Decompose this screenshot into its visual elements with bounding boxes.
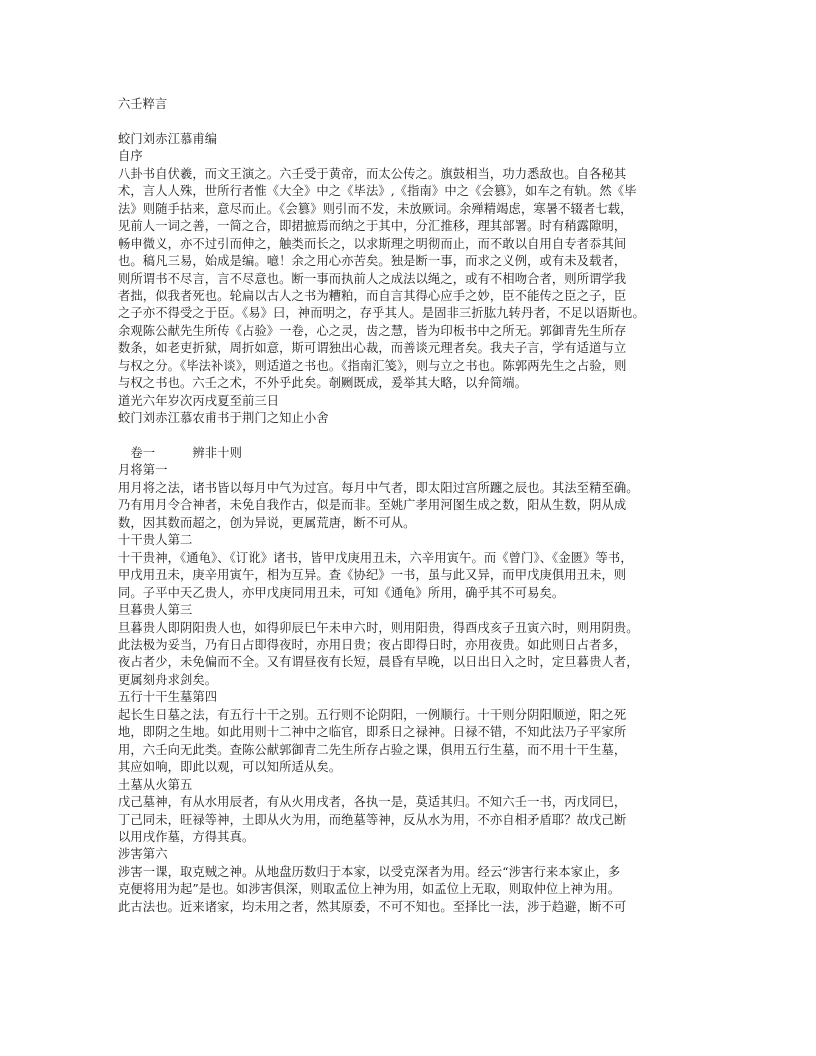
section-6-line-2: 克便将用为起”是也。如涉害俱深，则取孟位上神为用，如孟位上无取，则取仲位上神为用。 xyxy=(118,882,621,897)
section-3-line-4: 更属刻舟求剑矣。 xyxy=(118,672,218,687)
preface-line-4: 见前人一词之善，一简之合，即捃摭焉而纳之于其中，分汇推移，理其部署。时有稍露隙明， xyxy=(118,219,627,234)
preface-line-2: 术，言人人殊，世所行者惟《大全》中之《毕法》,《指南》中之《会篡》，如车之有轨。然《毕 xyxy=(118,184,637,199)
section-2-line-3: 同。子平中天乙贵人，亦甲戊庚同用丑未，可知《通龟》所用，确乎其不可易矣。 xyxy=(118,585,565,600)
preface-line-6: 也。稿凡三易，始成是编。噫！余之用心亦苦矣。独是断一事，而求之义例，或有未及载者， xyxy=(118,254,627,269)
section-2-line-2: 甲戊用丑未，庚辛用寅午，相为互异。查《协纪》一书，虽与此又异，而甲戊庚俱用丑未，则 xyxy=(118,568,627,583)
section-heading-3: 旦暮贵人第三 xyxy=(118,603,193,618)
section-6-line-1: 涉害一课，取克贼之神。从地盘历数归于本家，以受克深者为用。经云“涉害行来本家止，多 xyxy=(118,864,621,879)
preface-line-10: 余观陈公献先生所传《占验》一卷，心之灵，齿之慧，皆为印板书中之所无。郭御青先生所存 xyxy=(118,323,627,338)
section-heading-1: 月将第一 xyxy=(118,463,168,478)
section-2-line-1: 十干贵神，《通龟》、《订讹》诸书，皆甲戊庚用丑未，六辛用寅午。而《曾门》、《金匮》等书， xyxy=(118,550,633,565)
byline: 蛟门刘赤江慕甫编 xyxy=(118,131,218,146)
preface-line-5: 畅申微义，亦不过引而伸之，触类而长之，以求斯理之明彻而止，而不敢以自用自专者忝其间 xyxy=(118,236,627,251)
section-5-line-1: 戊己墓神，有从水用辰者，有从火用戌者，各执一是，莫适其归。不知六壬一书，丙戊同巳， xyxy=(118,795,627,810)
preface-date: 道光六年岁次丙戌夏至前三日 xyxy=(118,393,280,408)
volume-heading: 卷一 辨非十则 xyxy=(118,446,242,461)
preface-line-13: 与权之书也。六壬之术，不外乎此矣。剞劂既成，爰举其大略，以弁简端。 xyxy=(118,376,528,391)
section-heading-2: 十干贵人第二 xyxy=(118,533,193,548)
section-4-line-4: 其应如响，即此以观，可以知所适从矣。 xyxy=(118,760,342,775)
preface-line-3: 法》则随手拈来，意尽而止。《会篡》则引而不发，未放厥词。余殚精竭虑，寒暑不辍者七载， xyxy=(118,201,633,216)
section-6-line-3: 此古法也。近来诸家，均未用之者，然其原委，不可不知也。至择比一法，涉于趋避，断不可 xyxy=(118,899,627,914)
section-heading-6: 涉害第六 xyxy=(118,847,168,862)
preface-line-12: 与权之分。《毕法补谈》，则适道之书也。《指南汇笺》，则与立之书也。陈郭两先生之占验，则 xyxy=(118,358,627,373)
section-heading-4: 五行十干生墓第四 xyxy=(118,690,218,705)
preface-line-7: 则所谓书不尽言，言不尽意也。断一事而执前人之成法以绳之，或有不相吻合者，则所谓学我 xyxy=(118,271,627,286)
section-3-line-3: 夜占者少，未免偏而不全。又有谓昼夜有长短，晨昏有早晚，以日出日入之时，定旦暮贵人者， xyxy=(118,655,639,670)
spacer-1 xyxy=(118,113,700,130)
section-5-line-3: 以用戌作墓，方得其真。 xyxy=(118,830,255,844)
preface-line-1: 八卦书自伏羲，而文王演之。六壬受于黄帝，而太公传之。旗鼓相当，功力悉敌也。自各秘其 xyxy=(118,166,627,181)
section-3-line-2: 此法极为妥当，乃有日占即得夜时，亦用日贵；夜占即得日时，亦用夜贵。如此则日占者多， xyxy=(118,638,627,653)
section-4-line-1: 起长生日墓之法，有五行十干之别。五行则不论阴阳，一例顺行。十干则分阴阳顺逆，阳之死 xyxy=(118,707,627,722)
preface-line-11: 数条，如老吏折狱，周折如意，斯可谓独出心裁，而善谈元理者矣。我夫子言，学有适道与立 xyxy=(118,341,627,356)
document-text-body xyxy=(118,96,700,916)
preface-line-8: 者拙，似我者死也。轮扁以古人之书为糟粕，而自言其得心应手之妙，臣不能传之臣之子，臣 xyxy=(118,288,627,303)
section-heading-5: 土墓从火第五 xyxy=(118,777,193,792)
section-1-line-2: 乃有用月令合神者，未免自我作古，似是而非。至姚广孝用河图生成之数，阳从生数，阴从成 xyxy=(118,498,627,513)
section-4-line-3: 用，六壬向无此类。查陈公献郭御青二先生所存占验之课，俱用五行生墓，而不用十干生墓， xyxy=(118,742,627,757)
preface-heading: 自序 xyxy=(118,149,143,164)
section-1-line-1: 用月将之法，诸书皆以每月中气为过宫。每月中气者，即太阳过宫所躔之辰也。其法至精至确。 xyxy=(118,480,639,495)
preface-line-9: 之子亦不得受之于臣。《易》曰，神而明之，存乎其人。是固非三折肱九转丹者，不足以语斯也。 xyxy=(118,306,645,321)
document-title: 六壬粹言 xyxy=(118,97,168,111)
section-3-line-1: 旦暮贵人即阴阳贵人也，如得卯辰巳午未申六时，则用阳贵，得酉戌亥子丑寅六时，则用阴贵。 xyxy=(118,620,639,635)
section-1-line-3: 数，因其数而超之，创为异说，更属荒唐，断不可从。 xyxy=(118,515,416,530)
preface-signature: 蛟门刘赤江慕农甫书于荆门之知止小舍 xyxy=(118,411,329,426)
section-5-line-2: 丁己同未，旺禄等神，土即从火为用，而绝墓等神，反从水为用，不亦自相矛盾耶？故戊己断 xyxy=(118,812,627,827)
spacer-2 xyxy=(118,428,700,445)
section-4-line-2: 地，即阴之生地。如此用则十二神中之临官，即系日之禄神。日禄不错，不知此法乃子平家所 xyxy=(118,725,627,740)
